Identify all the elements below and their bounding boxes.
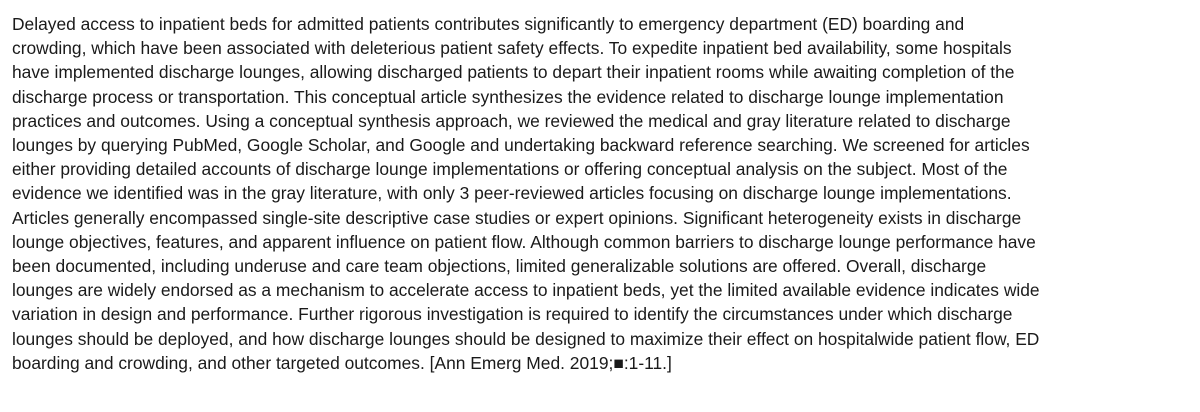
abstract-line: Articles generally encompassed single-site descriptive case studies or expert opinions. Significant heterogeneity exists in discharge <box>12 207 1022 228</box>
abstract-line: lounges by querying PubMed, Google Scholar, and Google and undertaking backward reference searching. We screened for articles <box>12 135 1030 156</box>
abstract-line: lounges should be deployed, and how discharge lounges should be designed to maximize their effect on hospitalwide patient flow, ED <box>12 328 1040 349</box>
abstract-line: have implemented discharge lounges, allowing discharged patients to depart their inpatient rooms while awaiting completion of the <box>12 62 1015 83</box>
abstract-paragraph <box>12 12 1186 375</box>
abstract-line: discharge process or transportation. This conceptual article synthesizes the evidence related to discharge lounge implementation <box>12 86 1004 107</box>
abstract-line: either providing detailed accounts of discharge lounge implementations or offering conceptual analysis on the subject. Most of the <box>12 159 1008 180</box>
abstract-line: Delayed access to inpatient beds for admitted patients contributes significantly to emergency department (ED) boarding and <box>12 14 965 34</box>
abstract-line: crowding, which have been associated with deleterious patient safety effects. To expedite inpatient bed availability, some hospitals <box>12 38 1012 59</box>
abstract-line: been documented, including underuse and care team objections, limited generalizable solutions are offered. Overall, discharge <box>12 256 987 277</box>
abstract-line: lounge objectives, features, and apparent influence on patient flow. Although common barriers to discharge lounge performance have <box>12 231 1036 252</box>
abstract-line: lounges are widely endorsed as a mechanism to accelerate access to inpatient beds, yet the limited available evidence indicates wide <box>12 280 1040 301</box>
abstract-line: practices and outcomes. Using a conceptual synthesis approach, we reviewed the medical and gray literature related to discharge <box>12 110 1011 131</box>
abstract-line: boarding and crowding, and other targeted outcomes. [Ann Emerg Med. 2019;■:1-11.] <box>12 352 672 373</box>
abstract-line: evidence we identified was in the gray literature, with only 3 peer-reviewed articles focusing on discharge lounge implementations. <box>12 183 1012 204</box>
abstract-line: variation in design and performance. Further rigorous investigation is required to identify the circumstances under which discharge <box>12 304 1013 325</box>
